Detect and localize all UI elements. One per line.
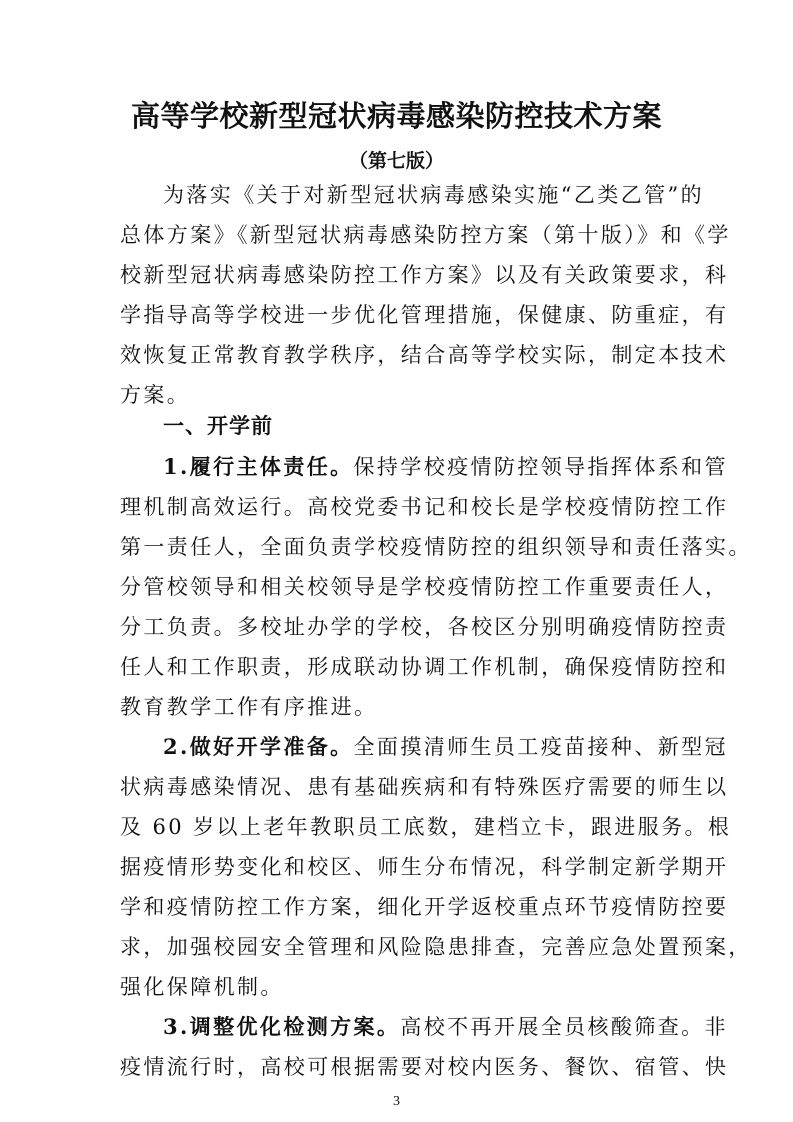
item2-line: 学和疫情防控工作方案，细化开学返校重点环节疫情防控要 [120,895,729,919]
section-heading: 一、开学前 [163,414,273,438]
item2-line: 据疫情形势变化和校区、师生分布情况，科学制定新学期开 [120,855,729,879]
item1-line: 分管校领导和相关校领导是学校疫情防控工作重要责任人， [120,575,729,599]
document-title: 高等学校新型冠状病毒感染防控技术方案 [130,99,662,133]
item2-lead: 2.做好开学准备。 [163,734,354,759]
intro-line: 方案。 [120,383,191,407]
intro-line: 校新型冠状病毒感染防控工作方案》以及有关政策要求，科 [120,263,729,287]
item1-line: 任人和工作职责，形成联动协调工作机制，确保疫情防控和 [120,655,729,679]
item2-line: 求，加强校园安全管理和风险隐患排查，完善应急处置预案， [120,935,752,959]
item3-first-line [163,1012,728,1042]
intro-line: 效恢复正常教育教学秩序，结合高等学校实际，制定本技术 [120,343,729,367]
item1-first-text: 保持学校疫情防控领导指挥体系和管 [353,455,728,479]
item2-first-line [163,732,728,762]
item2-line: 状病毒感染情况、患有基础疾病和有特殊医疗需要的师生以 [120,775,729,799]
item2-line: 强化保障机制。 [120,975,284,999]
intro-line: 总体方案》《新型冠状病毒感染防控方案（第十版）》和《学 [120,223,731,247]
page-number: 3 [393,1094,400,1109]
item3-lead: 3.调整优化检测方案。 [163,1014,401,1039]
document-edition: （第七版） [348,150,444,172]
intro-line: 学指导高等学校进一步优化管理措施，保健康、防重症，有 [120,303,729,327]
item2-first-text: 全面摸清师生员工疫苗接种、新型冠 [353,735,728,759]
item3-line: 疫情流行时，高校可根据需要对校内医务、餐饮、宿管、快 [120,1055,729,1079]
item3-first-text: 高校不再开展全员核酸筛查。非 [400,1015,728,1039]
item1-line: 教育教学工作有序推进。 [120,695,378,719]
item2-line: 及 60 岁以上老年教职员工底数，建档立卡，跟进服务。根 [120,815,732,839]
item1-line: 理机制高效运行。高校党委书记和校长是学校疫情防控工作 [120,495,729,519]
item1-line: 分工负责。多校址办学的学校，各校区分别明确疫情防控责 [120,615,729,639]
item1-lead: 1.履行主体责任。 [163,454,354,479]
item1-line: 第一责任人，全面负责学校疫情防控的组织领导和责任落实。 [120,535,752,559]
intro-line: 为落实《关于对新型冠状病毒感染实施“乙类乙管”的 [163,183,705,207]
item1-first-line [163,452,728,482]
